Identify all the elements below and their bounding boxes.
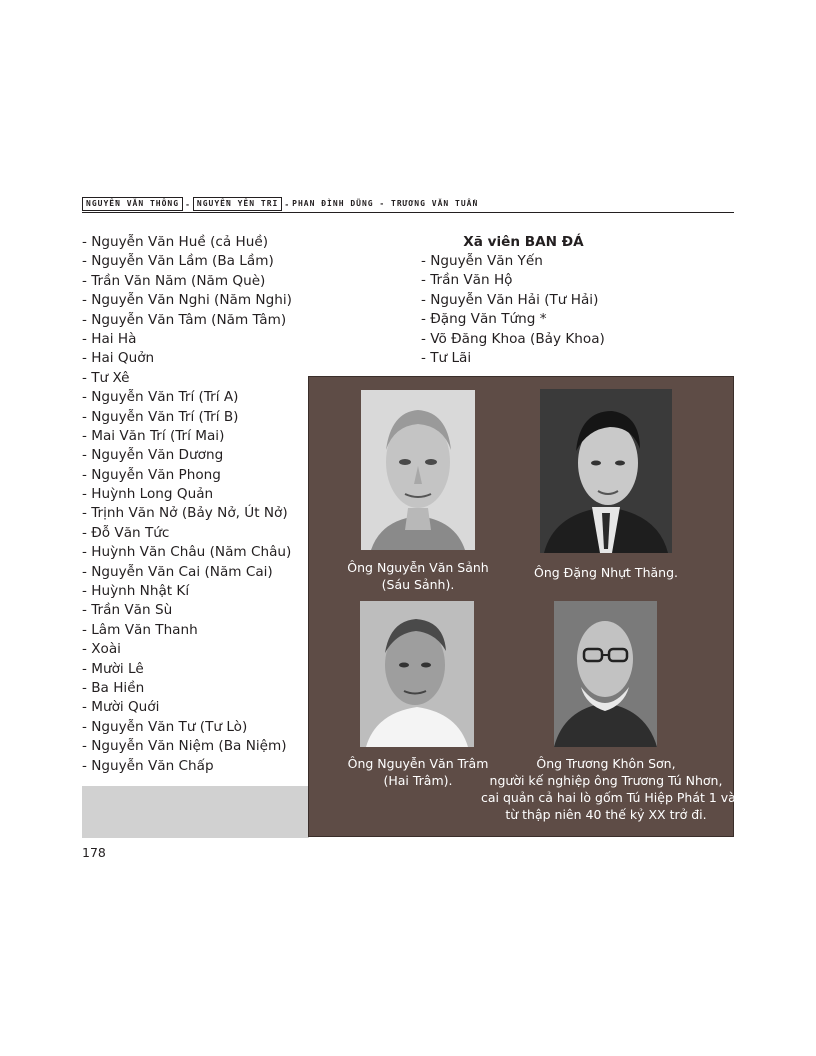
list-item: - Nguyễn Văn Cai (Năm Cai) <box>82 563 273 580</box>
photo-caption-1: Ông Nguyễn Văn Sảnh (Sáu Sảnh). <box>347 560 489 592</box>
list-item: - Tư Lãi <box>421 349 472 366</box>
photo-panel <box>308 376 748 837</box>
portrait-old-man-glasses-icon <box>554 601 657 747</box>
list-item: - Nguyễn Văn Trí (Trí B) <box>82 408 239 425</box>
header-author-1: NGUYỄN VĂN THÔNG <box>82 197 183 211</box>
photo-caption-4: Ông Trương Khôn Sơn, người kế nghiệp ông Trương Tú Nhơn, cai quản cả hai lò gốm Tú Hiệp Phát 1 và 2 từ thập niên 40 thế kỷ XX trở đi. <box>481 756 748 822</box>
header-separator: - <box>284 199 291 209</box>
list-item: - Nguyễn Văn Tâm (Năm Tâm) <box>82 311 287 328</box>
header-authors-rest: PHAN ĐÌNH DŨNG - TRƯƠNG VĂN TUẤN <box>292 199 479 208</box>
section-title: Xã viên BAN ĐÁ <box>463 234 584 250</box>
portrait-elderly-man-icon <box>361 390 475 550</box>
list-item: - Trần Văn Hộ <box>421 272 513 289</box>
list-item: - Huỳnh Long Quản <box>82 486 214 503</box>
photo-caption-3: Ông Nguyễn Văn Trâm (Hai Trâm). <box>347 756 489 788</box>
list-item: - Đặng Văn Tứng * <box>421 311 547 328</box>
header-separator: - <box>185 199 191 209</box>
list-item: - Huỳnh Văn Châu (Năm Châu) <box>82 544 292 561</box>
list-item: - Xoài <box>82 641 121 658</box>
list-item: - Nguyễn Văn Phong <box>82 466 221 483</box>
list-item: - Trần Văn Sù <box>82 602 173 619</box>
members-list-left <box>82 233 292 776</box>
header-author-2: NGUYỄN YÊN TRI <box>193 197 282 211</box>
list-item: - Võ Đăng Khoa (Bảy Khoa) <box>421 330 605 347</box>
gray-band <box>82 786 309 838</box>
running-header <box>82 196 734 213</box>
list-item: - Nguyễn Văn Nghi (Năm Nghi) <box>82 292 292 309</box>
photo-4 <box>554 601 657 747</box>
list-item: - Trịnh Văn Nở (Bảy Nở, Út Nở) <box>82 505 288 522</box>
members-list-right <box>421 252 605 368</box>
list-item: - Nguyễn Văn Trí (Trí A) <box>82 389 239 406</box>
page-number: 178 <box>82 845 106 860</box>
list-item: - Nguyễn Văn Chấp <box>82 757 214 774</box>
list-item: - Nguyễn Văn Tư (Tư Lò) <box>82 718 248 735</box>
list-item: - Nguyễn Văn Huề (cả Huề) <box>82 234 269 250</box>
portrait-young-man-icon <box>540 389 672 553</box>
photo-3 <box>360 601 474 747</box>
list-item: - Ba Hiền <box>82 679 145 696</box>
list-item: - Lâm Văn Thanh <box>82 621 198 638</box>
list-item: - Mai Văn Trí (Trí Mai) <box>82 427 225 444</box>
list-item: - Nguyễn Văn Lầm (Ba Lầm) <box>82 253 274 270</box>
list-item: - Nguyễn Văn Dương <box>82 447 224 464</box>
list-item: - Mười Quới <box>82 699 160 716</box>
photo-1 <box>361 390 475 550</box>
list-item: - Huỳnh Nhật Kí <box>82 583 190 600</box>
photo-2 <box>540 389 672 553</box>
list-item: - Hai Hà <box>82 330 137 347</box>
list-item: - Tư Xê <box>82 369 130 386</box>
photo-caption-2: Ông Đặng Nhựt Thăng. <box>534 565 678 580</box>
list-item: - Nguyễn Văn Niệm (Ba Niệm) <box>82 738 287 755</box>
portrait-older-man-icon <box>360 601 474 747</box>
list-item: - Nguyễn Văn Hải (Tư Hải) <box>421 291 599 308</box>
list-item: - Trần Văn Năm (Năm Què) <box>82 272 266 289</box>
list-item: - Đỗ Văn Tức <box>82 524 170 541</box>
list-item: - Mười Lê <box>82 660 144 677</box>
list-item: - Nguyễn Văn Yến <box>421 253 543 269</box>
list-item: - Hai Quởn <box>82 350 155 367</box>
